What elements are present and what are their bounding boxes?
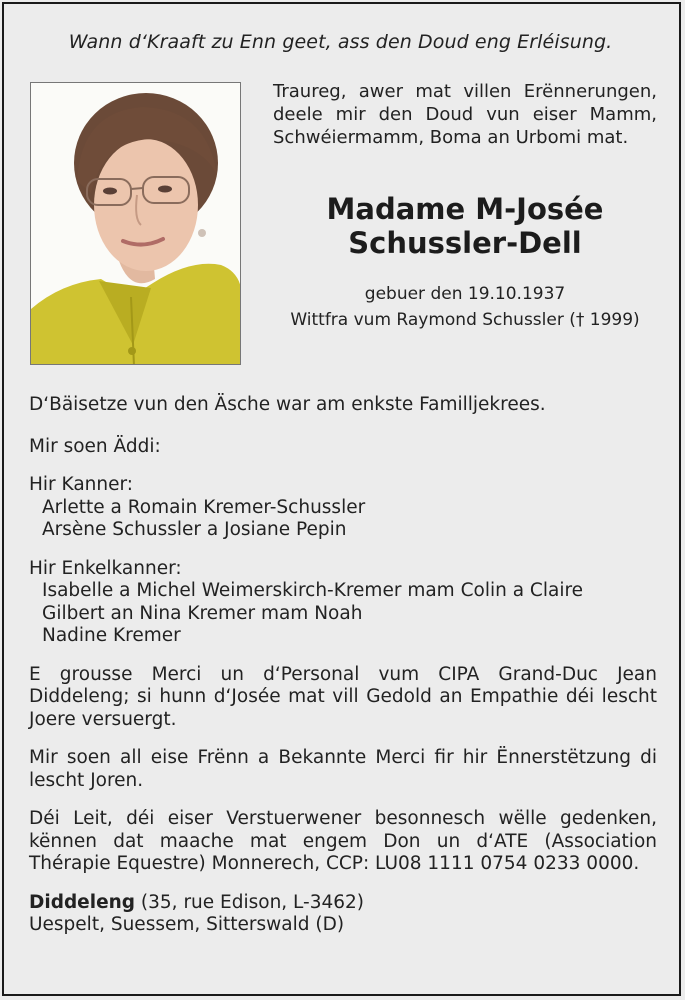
deceased-name-line1: Madame M-Josée	[326, 192, 604, 226]
obituary-body	[29, 394, 657, 937]
deceased-name	[273, 192, 657, 260]
children-label: Hir Kanner:	[29, 474, 134, 495]
farewell-intro: Mir soen Äddi:	[29, 435, 161, 457]
children-item: Arsène Schussler a Josiane Pepin	[42, 519, 347, 540]
intro-text: Traureg, awer mat villen Erënnerungen, deele mir den Doud vun eiser Mamm, Schwéiermamm, Boma an Urbomi mat.	[273, 81, 657, 148]
thanks-friends: Mir soen all eise Frënn a Bekannte Merci fir hir Ënnerstëtzung di lescht Joren.	[29, 747, 657, 791]
deceased-name-line2: Schussler-Dell	[348, 226, 582, 260]
donation-note: Déi Leit, déi eiser Verstuerwener besonnesch wëlle gedenken, kënnen dat maache mat engem Don un d‘ATE (Association Thérapie Equestre) Monnerech, CCP: LU08 1111 0754 0233 0000.	[29, 808, 657, 874]
burial-note: D‘Bäisetze vun den Äsche war am enkste Familljekrees.	[29, 394, 546, 415]
children-item: Arlette a Romain Kremer-Schussler	[42, 496, 366, 518]
birth-date: gebuer den 19.10.1937	[364, 284, 566, 304]
thanks-cipa: E grousse Merci un d‘Personal vum CIPA Grand-Duc Jean Diddeleng; si hunn d‘Josée mat vill Gedold an Empathie déi lescht Joere versuergt.	[29, 663, 657, 730]
portrait-illustration	[31, 83, 241, 365]
portrait-photo	[30, 82, 241, 365]
grandchildren-item: Isabelle a Michel Weimerskirch-Kremer mam Colin a Claire	[42, 580, 584, 601]
address-line	[29, 892, 657, 915]
place-name: Diddeleng	[29, 891, 136, 913]
grandchildren-label: Hir Enkelkanner:	[29, 557, 182, 579]
motto: Wann d‘Kraaft zu Enn geet, ass den Doud eng Erléisung.	[68, 31, 613, 53]
other-places: Uespelt, Suessem, Sitterswald (D)	[29, 914, 345, 935]
place-address: (35, rue Edison, L-3462)	[135, 891, 365, 913]
grandchildren-item: Nadine Kremer	[42, 625, 181, 646]
widow-note: Wittfra vum Raymond Schussler († 1999)	[290, 310, 640, 330]
grandchildren-item: Gilbert an Nina Kremer mam Noah	[42, 602, 363, 624]
